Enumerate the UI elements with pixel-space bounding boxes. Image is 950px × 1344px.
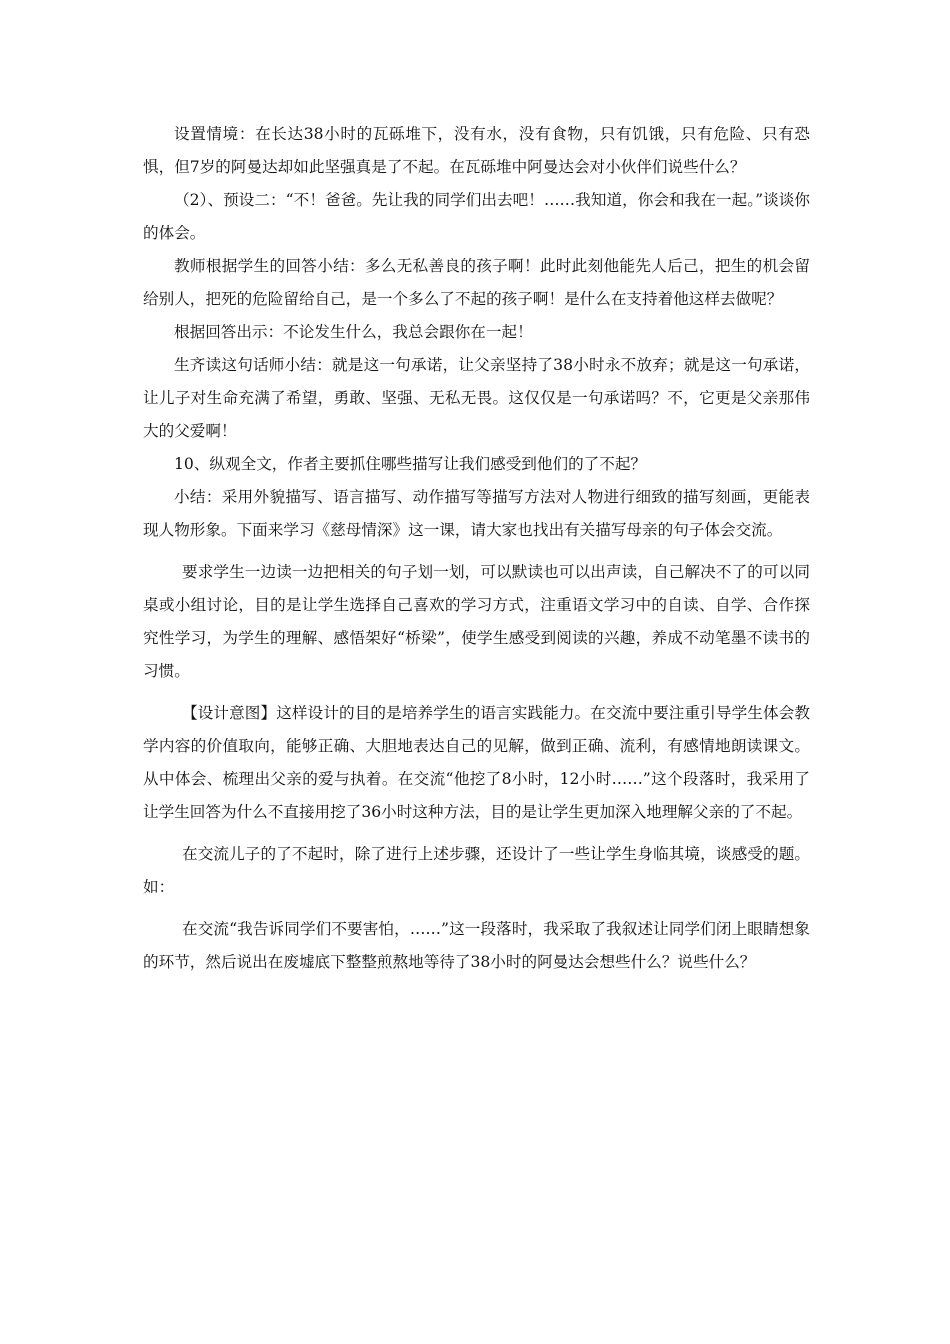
paragraph-scenario: 设置情境：在长达38小时的瓦砾堆下，没有水，没有食物，只有饥饿，只有危险、只有恐惧，但7岁的阿曼达却如此坚强真是了不起。在瓦砾堆中阿曼达会对小伙伴们说些什么？ [143, 125, 810, 176]
paragraph-description-summary: 小结：采用外貌描写、语言描写、动作描写等描写方法对人物进行细致的描写刻画，更能表现人物形象。下面来学习《慈母情深》这一课，请大家也找出有关描写母亲的句子体会交流。 [143, 488, 810, 539]
paragraph-promise-summary: 生齐读这句话师小结：就是这一句承诺，让父亲坚持了38小时永不放弃；就是这一句承诺，让儿子对生命充满了希望，勇敢、坚强、无私无畏。这仅仅是一句承诺吗？不，它更是父亲那伟大的父爱啊！ [143, 356, 810, 440]
paragraph-imagination-activity: 在交流“我告诉同学们不要害怕，……”这一段落时，我采取了我叙述让同学们闭上眼睛想象的环节，然后说出在废墟底下整整煎熬地等待了38小时的阿曼达会想些什么？说些什么？ [143, 920, 810, 971]
paragraph-preset-two: （2）、预设二：“不！爸爸。先让我的同学们出去吧！……我知道，你会和我在一起。”谈谈你的体会。 [143, 191, 810, 242]
paragraph-son-discussion: 在交流儿子的了不起时，除了进行上述步骤，还设计了一些让学生身临其境，谈感受的题。如： [143, 845, 810, 896]
paragraph-reading-requirements: 要求学生一边读一边把相关的句子划一划，可以默读也可以出声读，自己解决不了的可以同桌或小组讨论，目的是让学生选择自己喜欢的学习方式，注重语文学习中的自读、自学、合作探究性学习，为学生的理解、感悟架好“桥梁”，使学生感受到阅读的兴趣，养成不动笔墨不读书的习惯。 [143, 563, 810, 680]
paragraph-teacher-summary: 教师根据学生的回答小结：多么无私善良的孩子啊！此时此刻他能先人后己，把生的机会留给别人，把死的危险留给自己，是一个多么了不起的孩子啊！是什么在支持着他这样去做呢？ [143, 257, 810, 308]
document-body [143, 118, 810, 979]
paragraph-design-intent: 【设计意图】这样设计的目的是培养学生的语言实践能力。在交流中要注重引导学生体会教学内容的价值取向，能够正确、大胆地表达自己的见解，做到正确、流利，有感情地朗读课文。从中体会、梳理出父亲的爱与执着。在交流“他挖了8小时，12小时……”这个段落时，我采用了让学生回答为什么不直接用挖了36小时这种方法，目的是让学生更加深入地理解父亲的了不起。 [143, 704, 810, 821]
paragraph-question-ten: 10、纵观全文，作者主要抓住哪些描写让我们感受到他们的了不起？ [174, 455, 647, 473]
paragraph-answer-display: 根据回答出示：不论发生什么，我总会跟你在一起！ [174, 323, 533, 341]
